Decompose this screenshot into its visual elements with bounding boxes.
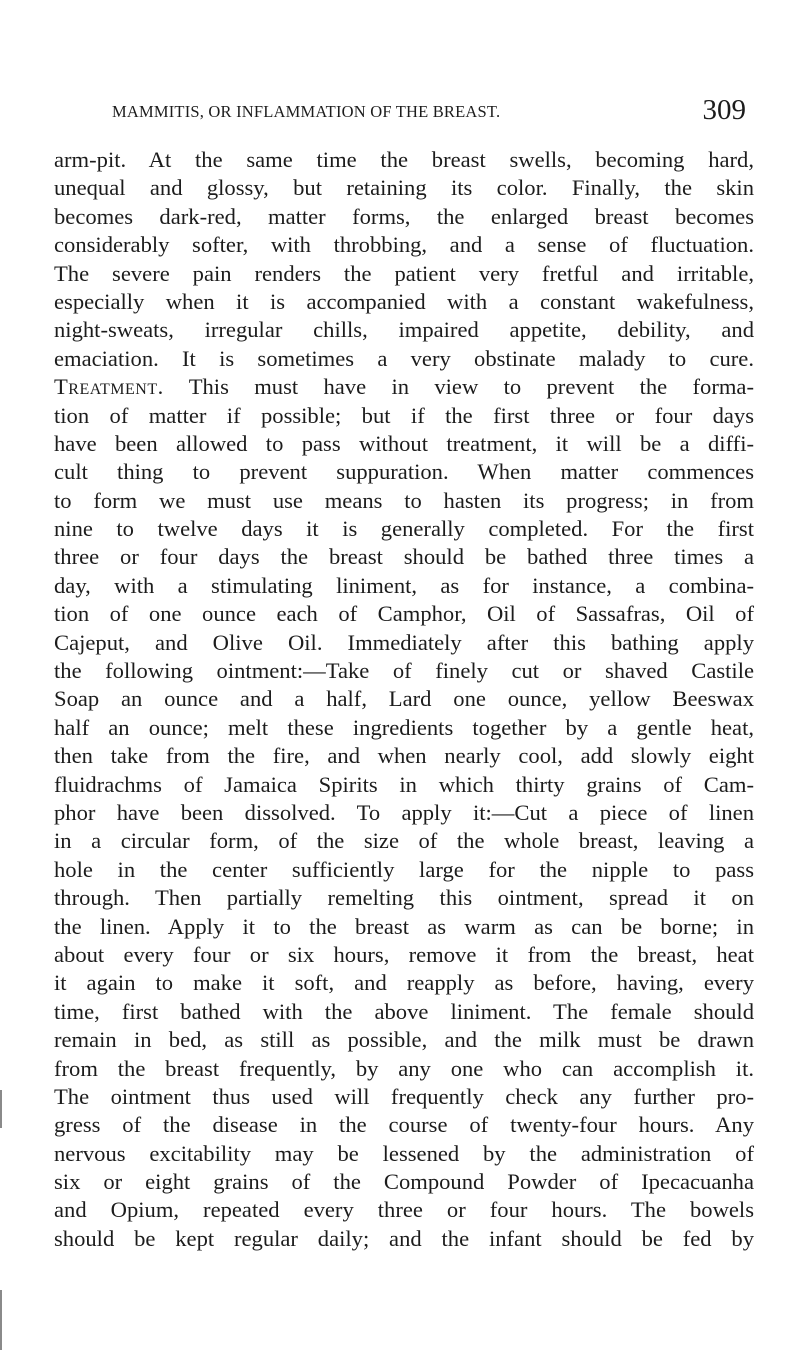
text-line: have been allowed to pass without treatment, it will be a diffi-: [54, 430, 754, 456]
text-line: cult thing to prevent suppuration. When matter commences: [54, 459, 754, 485]
text-line: considerably softer, with throbbing, and a sense of fluctuation.: [54, 232, 754, 258]
text-line: six or eight grains of the Compound Powder of Ipecacuanha: [54, 1169, 754, 1195]
page-number: 309: [702, 94, 746, 126]
text-line: gress of the disease in the course of twenty-four hours. Any: [54, 1112, 754, 1138]
text-line: half an ounce; melt these ingredients together by a gentle heat,: [54, 714, 754, 740]
text-line: tion of matter if possible; but if the first three or four days: [54, 402, 754, 428]
text-line: from the breast frequently, by any one who can accomplish it.: [54, 1055, 754, 1081]
margin-mark: [0, 1290, 2, 1350]
text-line: Cajeput, and Olive Oil. Immediately after this bathing apply: [54, 629, 754, 655]
text-line: The ointment thus used will frequently check any further pro-: [54, 1083, 754, 1109]
text-line: remain in bed, as still as possible, and the milk must be drawn: [54, 1027, 754, 1053]
text-line: then take from the fire, and when nearly cool, add slowly eight: [54, 743, 754, 769]
text-line: day, with a stimulating liniment, as for instance, a combina-: [54, 572, 754, 598]
text-line: Soap an ounce and a half, Lard one ounce, yellow Beeswax: [54, 686, 754, 712]
text-line: emaciation. It is sometimes a very obstinate malady to cure.: [54, 345, 754, 371]
text-line: phor have been dissolved. To apply it:—Cut a piece of linen: [54, 799, 754, 825]
text-line: in a circular form, of the size of the whole breast, leaving a: [54, 828, 754, 854]
text-line: fluidrachms of Jamaica Spirits in which thirty grains of Cam-: [54, 771, 754, 797]
text-line: night-sweats, irregular chills, impaired appetite, debility, and: [54, 317, 754, 343]
text-line: nine to twelve days it is generally completed. For the first: [54, 516, 754, 542]
text-line: especially when it is accompanied with a constant wakefulness,: [54, 288, 754, 314]
text-line: and Opium, repeated every three or four hours. The bowels: [54, 1197, 754, 1223]
text-line: time, first bathed with the above liniment. The female should: [54, 998, 754, 1024]
text-line: should be kept regular daily; and the infant should be fed by: [54, 1225, 754, 1251]
text-line: to form we must use means to hasten its progress; in from: [54, 487, 754, 513]
running-head: [112, 94, 746, 134]
text-line: through. Then partially remelting this ointment, spread it on: [54, 885, 754, 911]
text-line: the linen. Apply it to the breast as warm as can be borne; in: [54, 913, 754, 939]
text-line: arm-pit. At the same time the breast swells, becoming hard,: [54, 147, 754, 172]
text-line: tion of one ounce each of Camphor, Oil of Sassafras, Oil of: [54, 601, 754, 627]
body-text: [54, 146, 754, 1253]
margin-mark: [0, 1090, 2, 1128]
text-line: three or four days the breast should be bathed three times a: [54, 544, 754, 570]
running-title: MAMMITIS, OR INFLAMMATION OF THE BREAST.: [112, 102, 501, 121]
text-line-rest: This must have in view to prevent the forma-: [188, 374, 754, 400]
text-line: hole in the center sufficiently large for the nipple to pass: [54, 856, 754, 882]
treatment-heading: Treatment.: [54, 374, 164, 400]
text-line: becomes dark-red, matter forms, the enlarged breast becomes: [54, 203, 754, 229]
text-line: about every four or six hours, remove it from the breast, heat: [54, 941, 754, 967]
text-line: The severe pain renders the patient very fretful and irritable,: [54, 260, 754, 286]
text-line: unequal and glossy, but retaining its color. Finally, the skin: [54, 175, 754, 201]
text-line-with-heading: [54, 373, 754, 401]
text-line: it again to make it soft, and reapply as before, having, every: [54, 970, 754, 996]
text-line: nervous excitability may be lessened by the administration of: [54, 1140, 754, 1166]
text-line: the following ointment:—Take of finely cut or shaved Castile: [54, 658, 754, 684]
